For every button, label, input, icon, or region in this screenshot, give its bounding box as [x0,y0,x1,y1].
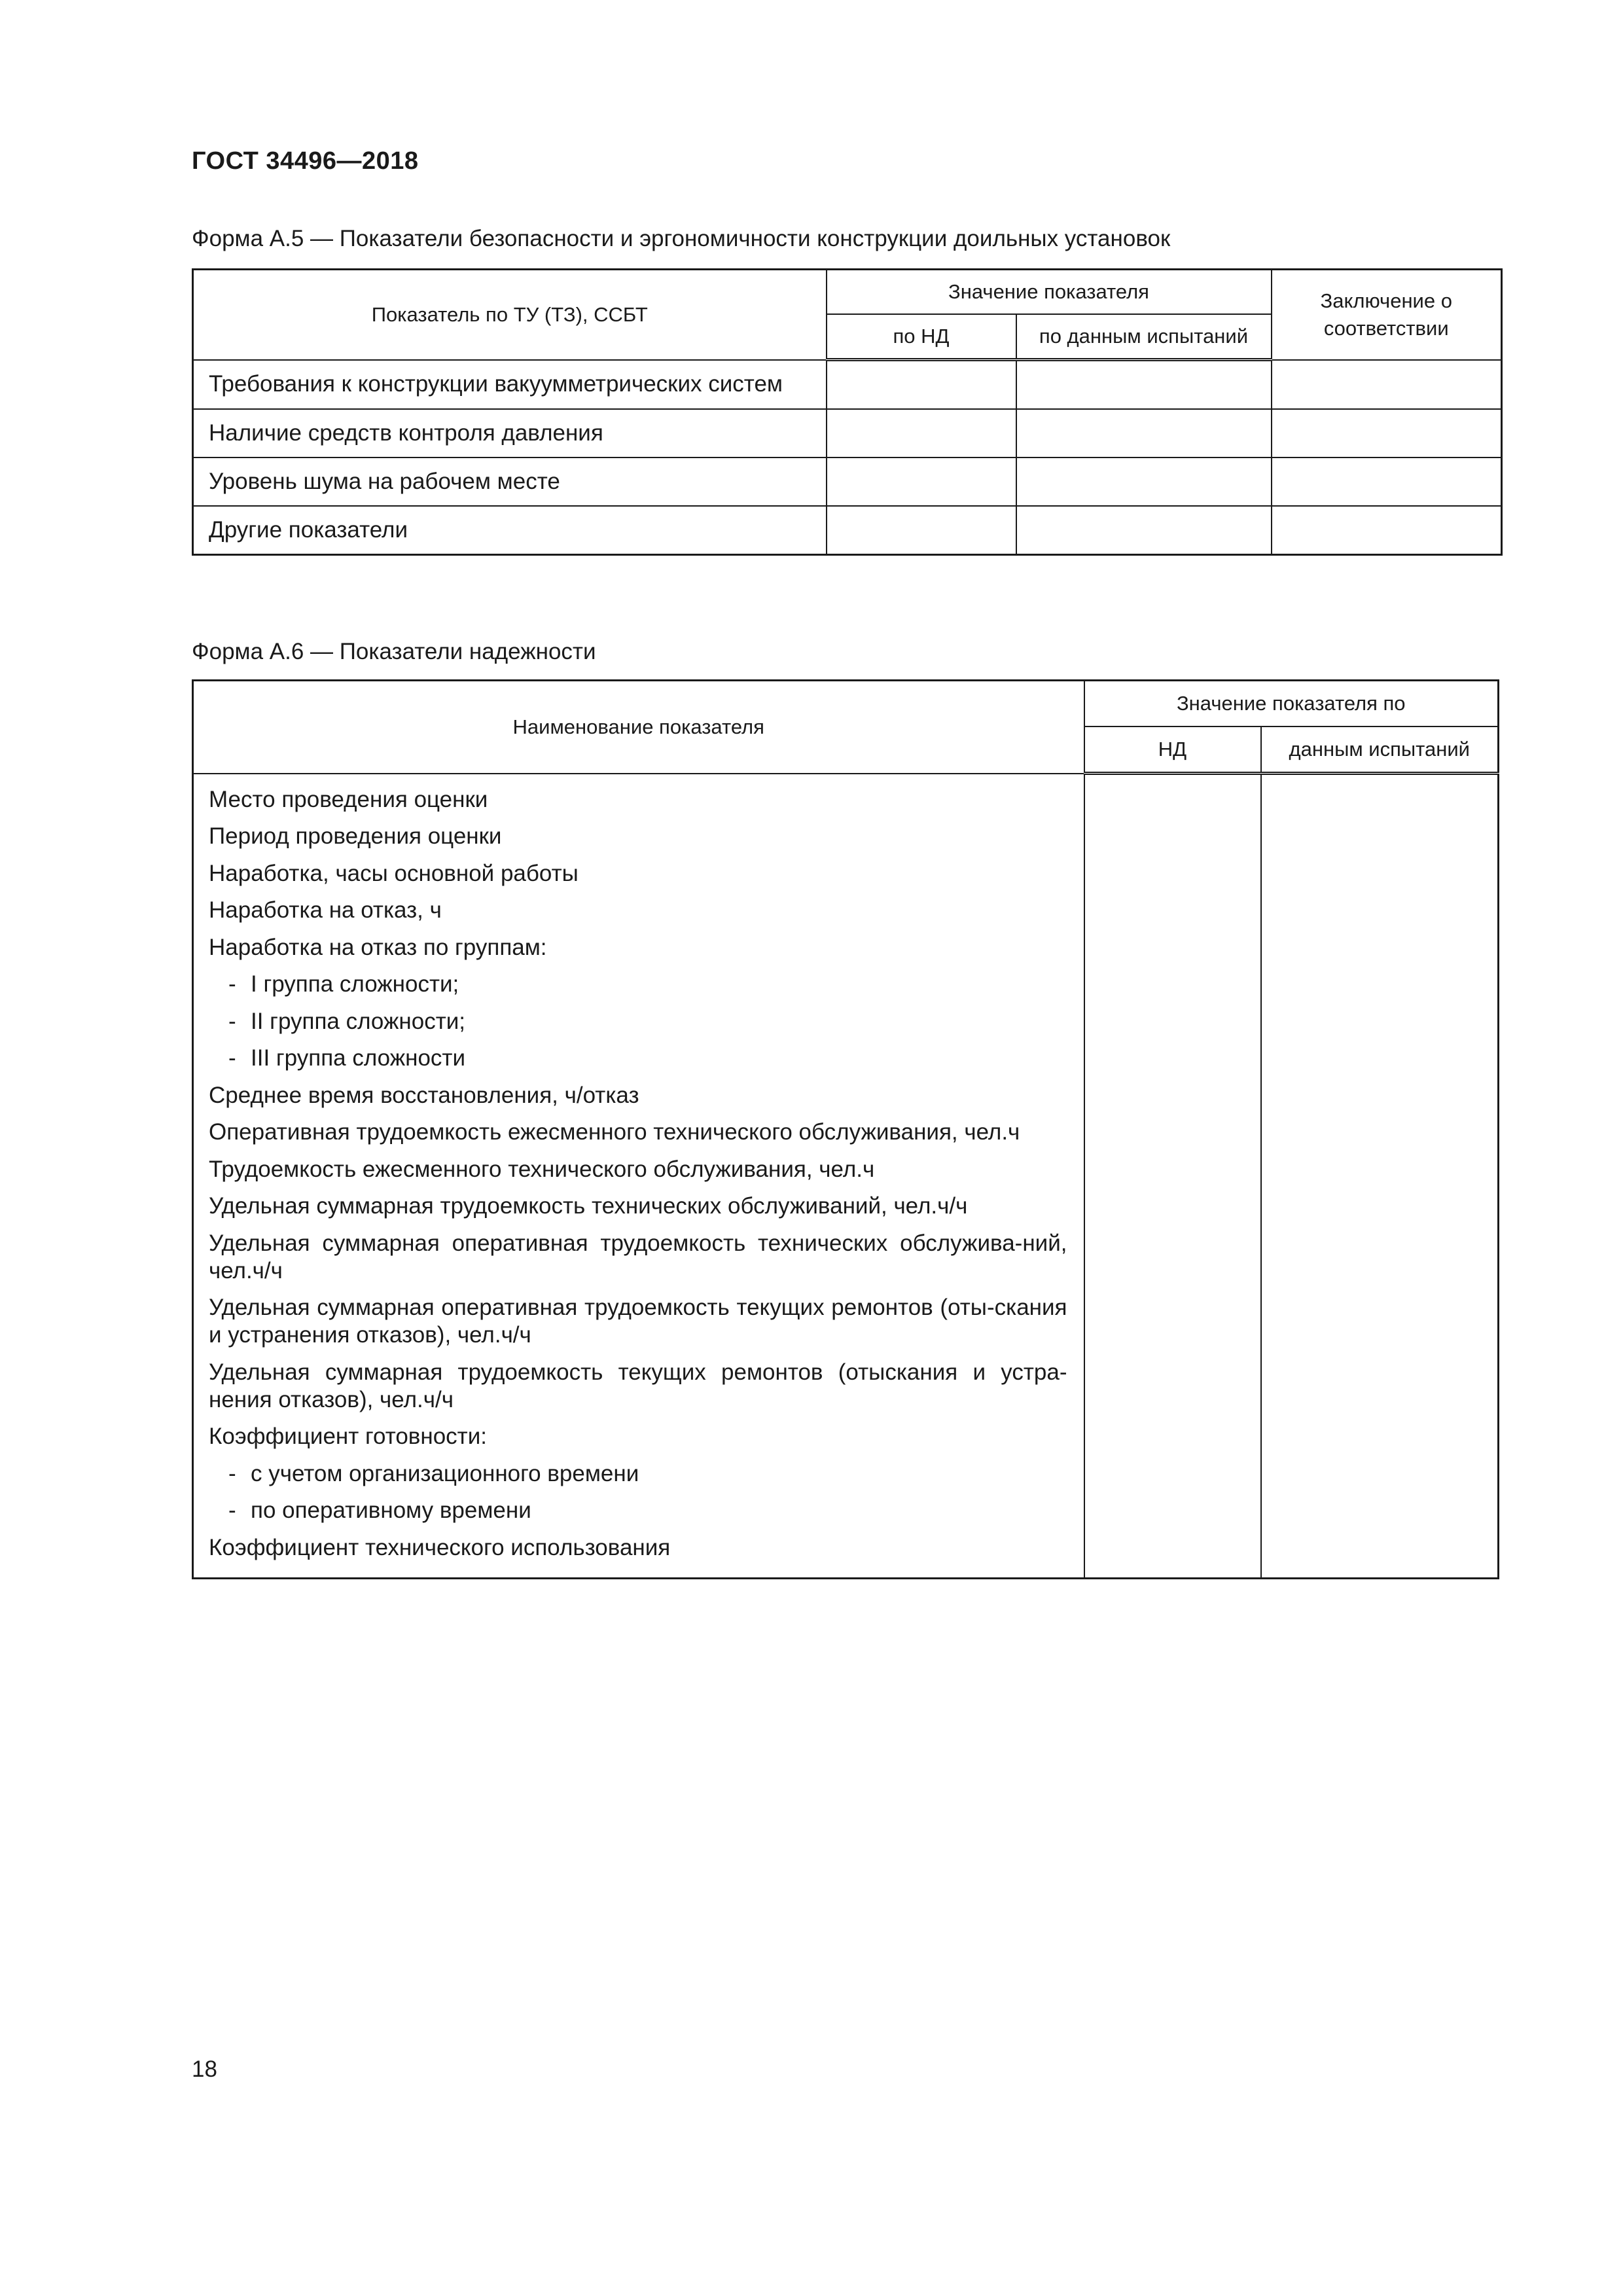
cell-nd [827,457,1016,506]
list-item: Наработка на отказ по группам: [209,934,547,960]
cell-conclusion [1272,360,1502,410]
list-subitem-label: I группа сложности; [251,971,459,997]
list-subitem-label: III группа сложности [251,1045,466,1071]
header-value-nd: НД [1084,726,1261,774]
cell-nd [827,360,1016,410]
table-row [193,457,1502,506]
cell-nd [827,409,1016,457]
list-item: Среднее время восстановления, ч/отказ [209,1082,639,1108]
list-subitem [209,971,1067,998]
cell-test [1016,360,1272,410]
list-item: Коэффициент готовности: [209,1424,487,1449]
list-item: Наработка, часы основной работы [209,860,579,886]
list-subitem [209,1045,1067,1072]
list-subitem [209,1497,1067,1524]
page-number: 18 [192,2056,217,2082]
table-row [193,506,1502,555]
dash-marker: - [228,1008,236,1034]
header-value-test: данным испытаний [1261,726,1499,774]
list-item: Удельная суммарная трудоемкость технических обслуживаний, чел.ч/ч [209,1193,968,1219]
header-value-nd: по НД [827,314,1016,360]
list-item: Период проведения оценки [209,823,502,849]
cell-conclusion [1272,457,1502,506]
list-item: Трудоемкость ежесменного технического обслуживания, чел.ч [209,1156,875,1182]
list-subitem [209,1460,1067,1488]
header-value-test: по данным испытаний [1016,314,1272,360]
form-a5-caption: Форма А.5 — Показатели безопасности и эргономичности конструкции доильных установок [192,226,1171,251]
header-value-group: Значение показателя по [1084,681,1499,727]
indicator-list [193,774,1084,1579]
cell-test [1016,506,1272,555]
row-label: Другие показатели [193,506,827,555]
list-item: Коэффициент технического использования [209,1534,671,1560]
list-item: Удельная суммарная оперативная трудоемкость текущих ремонтов (оты-скания и устранения отказов), чел.ч/ч [209,1295,1067,1348]
form-a6-caption: Форма А.6 — Показатели надежности [192,639,596,664]
header-value-group: Значение показателя [827,270,1272,315]
dash-marker: - [228,971,236,997]
header-indicator: Показатель по ТУ (ТЗ), ССБТ [193,270,827,360]
cell-test [1261,774,1499,1579]
list-item: Оперативная трудоемкость ежесменного технического обслуживания, чел.ч [209,1119,1020,1145]
list-subitem [209,1008,1067,1035]
cell-nd [1084,774,1261,1579]
cell-test [1016,409,1272,457]
list-subitem-label: по оперативному времени [251,1498,531,1523]
cell-conclusion [1272,409,1502,457]
dash-marker: - [228,1460,236,1486]
form-a6-table [192,679,1499,1579]
header-conclusion-text: Заключение о соответствии [1320,289,1452,340]
document-code: ГОСТ 34496—2018 [192,147,419,175]
list-item: Удельная суммарная оперативная трудоемкость технических обслужива-ний, чел.ч/ч [209,1230,1067,1283]
list-item: Удельная суммарная трудоемкость текущих ремонтов (отыскания и устра-нения отказов), чел.ч/ч [209,1359,1067,1412]
row-label: Требования к конструкции вакуумметрических систем [193,360,827,410]
table-row [193,409,1502,457]
cell-nd [827,506,1016,555]
list-item: Наработка на отказ, ч [209,897,442,923]
dash-marker: - [228,1498,236,1523]
list-subitem-label: с учетом организационного времени [251,1460,639,1486]
dash-marker: - [228,1045,236,1071]
list-subitem-label: II группа сложности; [251,1008,466,1034]
header-name: Наименование показателя [193,681,1084,774]
list-item: Место проведения оценки [209,786,488,812]
cell-test [1016,457,1272,506]
table-row [193,360,1502,410]
row-label: Наличие средств контроля давления [193,409,827,457]
header-conclusion [1272,270,1502,360]
cell-conclusion [1272,506,1502,555]
form-a5-table [192,268,1503,556]
row-label: Уровень шума на рабочем месте [193,457,827,506]
